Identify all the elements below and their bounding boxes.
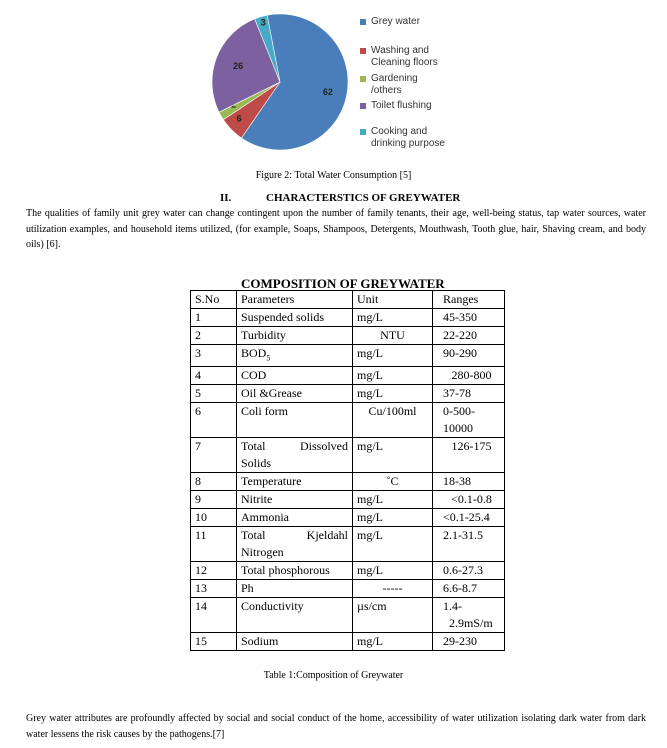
range-cell: 90-290: [433, 345, 505, 367]
parameter-cell: $BOD_5$: [237, 345, 353, 367]
parameter-cell: Conductivity: [237, 598, 353, 633]
legend-label: Grey water: [371, 16, 420, 27]
parameter-cell: Oil &Grease: [237, 385, 353, 403]
range-cell: 18-38: [433, 473, 505, 491]
table-row: [191, 403, 505, 438]
parameter-cell: Temperature: [237, 473, 353, 491]
closing-paragraph: Grey water attributes are profoundly affected by social and social conduct of the home, accessibility of water utilization isolating dark water from dark water lessens the risk causes by the pathogens.[7]: [26, 713, 646, 740]
unit-cell: mg/L: [353, 438, 433, 473]
range-cell: 1.4- 2.9mS/m: [433, 598, 505, 633]
range-cell: 0-500- 10000: [433, 403, 505, 438]
parameter-cell: Suspended solids: [237, 309, 353, 327]
parameter-cell: COD: [237, 367, 353, 385]
sno-cell: 4: [191, 367, 237, 385]
sno-cell: 3: [191, 345, 237, 367]
header-parameters: Parameters: [237, 291, 353, 309]
sno-cell: 14: [191, 598, 237, 633]
table-row: [191, 562, 505, 580]
section-number: II.: [220, 192, 232, 204]
unit-cell: NTU: [353, 327, 433, 345]
unit-cell: mg/L: [353, 509, 433, 527]
parameter-cell: Ammonia: [237, 509, 353, 527]
table-row: [191, 367, 505, 385]
table-row: [191, 509, 505, 527]
intro-paragraph: The qualities of family unit grey water can change contingent upon the number of family tenants, their age, well-being status, tap water sources, water utilization examples, and household items utilized, (for example, Soaps, Shampoos, Detergents, Mouthwash, Tooth glue, hair, Shaving cream, and body oils) [6].: [26, 208, 646, 250]
pie-data-label: 62: [322, 87, 333, 98]
legend-swatch: [360, 103, 366, 109]
table-caption: Table 1:Composition of Greywater: [263, 670, 404, 681]
table-row: [191, 438, 505, 473]
table-row: [191, 385, 505, 403]
legend-label: Gardening /others: [371, 73, 418, 96]
unit-cell: mg/L: [353, 527, 433, 562]
legend-swatch: [360, 48, 366, 54]
table-header-row: [191, 291, 505, 309]
legend-label: Washing and Cleaning floors: [371, 45, 438, 68]
sno-cell: 2: [191, 327, 237, 345]
range-cell: 29-230: [433, 633, 505, 651]
table-row: [191, 633, 505, 651]
table-row: [191, 473, 505, 491]
sno-cell: 6: [191, 403, 237, 438]
legend-label: Cooking and drinking purpose: [371, 126, 445, 149]
range-cell: <0.1-0.8: [433, 491, 505, 509]
pie-data-label: 26: [233, 60, 244, 71]
range-cell: 6.6-8.7: [433, 580, 505, 598]
table-row: [191, 491, 505, 509]
unit-cell: µs/cm: [353, 598, 433, 633]
range-cell: 22-220: [433, 327, 505, 345]
sno-cell: 9: [191, 491, 237, 509]
unit-cell: mg/L: [353, 367, 433, 385]
header-unit: Unit: [353, 291, 433, 309]
parameter-cell: Total Dissolved Solids: [237, 438, 353, 473]
sno-cell: 7: [191, 438, 237, 473]
legend-swatch: [360, 129, 366, 135]
sno-cell: 15: [191, 633, 237, 651]
sno-cell: 5: [191, 385, 237, 403]
range-cell: 2.1-31.5: [433, 527, 505, 562]
parameter-cell: Ph: [237, 580, 353, 598]
legend-label: Toilet flushing: [371, 100, 432, 111]
header-ranges: Ranges: [433, 291, 505, 309]
parameter-cell: Total phosphorous: [237, 562, 353, 580]
table-row: [191, 327, 505, 345]
composition-table: [190, 290, 505, 651]
sno-cell: 8: [191, 473, 237, 491]
table-row: [191, 580, 505, 598]
header-sno: S.No: [191, 291, 237, 309]
unit-cell: ˚C: [353, 473, 433, 491]
table-title: COMPOSITION OF GREYWATER: [241, 276, 445, 291]
pie-data-label: 6: [236, 113, 242, 124]
unit-cell: mg/L: [353, 345, 433, 367]
table-row: [191, 598, 505, 633]
parameter-cell: Sodium: [237, 633, 353, 651]
unit-cell: mg/L: [353, 562, 433, 580]
sno-cell: 11: [191, 527, 237, 562]
unit-cell: Cu/100ml: [353, 403, 433, 438]
legend-swatch: [360, 19, 366, 25]
figure-caption: Figure 2: Total Water Consumption [5]: [255, 170, 412, 181]
legend-swatch: [360, 76, 366, 82]
section-title: CHARACTERSTICS OF GREYWATER: [266, 192, 461, 204]
unit-cell: -----: [353, 580, 433, 598]
unit-cell: mg/L: [353, 385, 433, 403]
table-row: [191, 309, 505, 327]
range-cell: 280-800: [433, 367, 505, 385]
parameter-cell: Coli form: [237, 403, 353, 438]
sno-cell: 1: [191, 309, 237, 327]
sno-cell: 12: [191, 562, 237, 580]
table-row: [191, 345, 505, 367]
unit-cell: mg/L: [353, 309, 433, 327]
parameter-cell: Total Kjeldahl Nitrogen: [237, 527, 353, 562]
water-consumption-pie-chart: [205, 6, 355, 158]
range-cell: 45-350: [433, 309, 505, 327]
range-cell: 126-175: [433, 438, 505, 473]
parameter-cell: Turbidity: [237, 327, 353, 345]
table-row: [191, 527, 505, 562]
unit-cell: mg/L: [353, 633, 433, 651]
pie-data-label: 3: [260, 17, 266, 28]
sno-cell: 13: [191, 580, 237, 598]
range-cell: 0.6-27.3: [433, 562, 505, 580]
range-cell: <0.1-25.4: [433, 509, 505, 527]
range-cell: 37-78: [433, 385, 505, 403]
unit-cell: mg/L: [353, 491, 433, 509]
parameter-cell: Nitrite: [237, 491, 353, 509]
sno-cell: 10: [191, 509, 237, 527]
